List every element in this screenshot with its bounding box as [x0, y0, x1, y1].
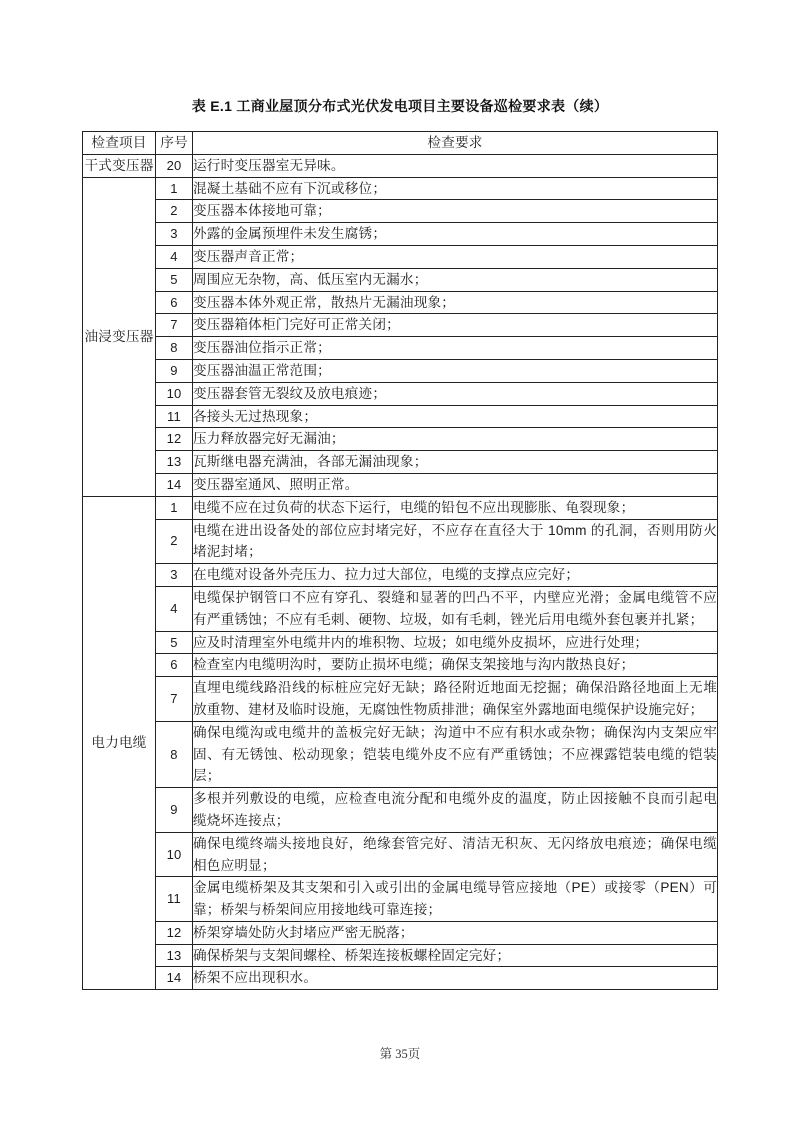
- serial-cell: 1: [156, 177, 193, 200]
- requirement-cell: 确保电缆沟或电缆井的盖板完好无缺；沟道中不应有积水或杂物；确保沟内支架应牢固、有无锈蚀、松动现象；铠装电缆外皮不应有严重锈蚀；不应裸露铠装电缆的铠装层；: [193, 721, 718, 787]
- column-header-item: 检查项目: [83, 132, 156, 155]
- serial-cell: 4: [156, 245, 193, 268]
- table-row: [83, 177, 718, 200]
- serial-cell: 3: [156, 223, 193, 246]
- serial-cell: 5: [156, 631, 193, 654]
- serial-cell: 10: [156, 832, 193, 877]
- serial-cell: 12: [156, 921, 193, 944]
- table-row: [83, 337, 718, 360]
- table-row: [83, 382, 718, 405]
- requirement-cell: 电缆在进出设备处的部位应封堵完好，不应存在直径大于 10mm 的孔洞，否则用防火堵泥封堵；: [193, 519, 718, 564]
- table-row: [83, 721, 718, 787]
- serial-cell: 6: [156, 291, 193, 314]
- serial-cell: 2: [156, 200, 193, 223]
- requirement-cell: 压力释放器完好无漏油；: [193, 428, 718, 451]
- table-row: [83, 832, 718, 877]
- requirement-cell: 变压器室通风、照明正常。: [193, 473, 718, 496]
- table-row: [83, 921, 718, 944]
- table-header-row: [83, 132, 718, 155]
- table-row: [83, 154, 718, 177]
- requirement-cell: 变压器本体接地可靠；: [193, 200, 718, 223]
- table-row: [83, 359, 718, 382]
- requirement-cell: 桥架穿墙处防火封堵应严密无脱落；: [193, 921, 718, 944]
- requirement-cell: 各接头无过热现象；: [193, 405, 718, 428]
- requirement-cell: 多根并列敷设的电缆，应检查电流分配和电缆外皮的温度，防止因接触不良而引起电缆烧坏连接点；: [193, 788, 718, 833]
- requirement-cell: 应及时清理室外电缆井内的堆积物、垃圾；如电缆外皮损坏，应进行处理；: [193, 631, 718, 654]
- serial-cell: 11: [156, 405, 193, 428]
- table-row: [83, 200, 718, 223]
- requirement-cell: 变压器套管无裂纹及放电痕迹；: [193, 382, 718, 405]
- serial-cell: 9: [156, 359, 193, 382]
- serial-cell: 3: [156, 564, 193, 587]
- requirement-cell: 电缆保护钢管口不应有穿孔、裂缝和显著的凹凸不平，内壁应光滑；金属电缆管不应有严重锈蚀；不应有毛刺、硬物、垃圾，如有毛刺，锉光后用电缆外套包裹并扎紧；: [193, 586, 718, 631]
- item-cell: 电力电缆: [83, 496, 156, 990]
- serial-cell: 5: [156, 268, 193, 291]
- table-row: [83, 967, 718, 990]
- requirement-cell: 变压器箱体柜门完好可正常关闭；: [193, 314, 718, 337]
- table-row: [83, 451, 718, 474]
- table-row: [83, 788, 718, 833]
- requirement-cell: 外露的金属预埋件未发生腐锈；: [193, 223, 718, 246]
- table-row: [83, 586, 718, 631]
- requirement-cell: 变压器声音正常；: [193, 245, 718, 268]
- requirement-cell: 检查室内电缆明沟时，要防止损坏电缆；确保支架接地与沟内散热良好；: [193, 654, 718, 677]
- column-header-serial: 序号: [156, 132, 193, 155]
- table-row: [83, 677, 718, 722]
- item-cell: 油浸变压器: [83, 177, 156, 496]
- table-row: [83, 564, 718, 587]
- requirement-cell: 金属电缆桥架及其支架和引入或引出的金属电缆导管应接地（PE）或接零（PEN）可靠；桥架与桥架间应用接地线可靠连接；: [193, 877, 718, 922]
- table-row: [83, 631, 718, 654]
- table-row: [83, 223, 718, 246]
- serial-cell: 12: [156, 428, 193, 451]
- serial-cell: 1: [156, 496, 193, 519]
- table-row: [83, 291, 718, 314]
- serial-cell: 13: [156, 451, 193, 474]
- requirement-cell: 瓦斯继电器充满油，各部无漏油现象；: [193, 451, 718, 474]
- serial-cell: 14: [156, 967, 193, 990]
- serial-cell: 13: [156, 944, 193, 967]
- requirement-cell: 桥架不应出现积水。: [193, 967, 718, 990]
- page-title: 表 E.1 工商业屋顶分布式光伏发电项目主要设备巡检要求表（续）: [191, 98, 609, 114]
- requirement-cell: 变压器本体外观正常，散热片无漏油现象；: [193, 291, 718, 314]
- table-row: [83, 654, 718, 677]
- serial-cell: 9: [156, 788, 193, 833]
- serial-cell: 8: [156, 721, 193, 787]
- requirement-cell: 变压器油温正常范围；: [193, 359, 718, 382]
- table-row: [83, 245, 718, 268]
- table-row: [83, 877, 718, 922]
- page-number: 第 35页: [379, 1047, 421, 1061]
- requirement-cell: 在电缆对设备外壳压力、拉力过大部位，电缆的支撑点应完好；: [193, 564, 718, 587]
- serial-cell: 7: [156, 677, 193, 722]
- requirement-cell: 直埋电缆线路沿线的标桩应完好无缺；路径附近地面无挖掘；确保沿路径地面上无堆放重物、建材及临时设施，无腐蚀性物质排泄；确保室外露地面电缆保护设施完好；: [193, 677, 718, 722]
- serial-cell: 10: [156, 382, 193, 405]
- inspection-table: [82, 131, 718, 990]
- table-row: [83, 314, 718, 337]
- table-row: [83, 944, 718, 967]
- table-row: [83, 473, 718, 496]
- serial-cell: 2: [156, 519, 193, 564]
- serial-cell: 20: [156, 154, 193, 177]
- serial-cell: 14: [156, 473, 193, 496]
- requirement-cell: 电缆不应在过负荷的状态下运行，电缆的铅包不应出现膨胀、龟裂现象；: [193, 496, 718, 519]
- requirement-cell: 周围应无杂物，高、低压室内无漏水；: [193, 268, 718, 291]
- table-row: [83, 496, 718, 519]
- table-row: [83, 268, 718, 291]
- item-cell: 干式变压器: [83, 154, 156, 177]
- serial-cell: 4: [156, 586, 193, 631]
- serial-cell: 8: [156, 337, 193, 360]
- serial-cell: 7: [156, 314, 193, 337]
- table-row: [83, 405, 718, 428]
- column-header-requirement: 检查要求: [193, 132, 718, 155]
- table-row: [83, 428, 718, 451]
- serial-cell: 11: [156, 877, 193, 922]
- table-row: [83, 519, 718, 564]
- requirement-cell: 运行时变压器室无异味。: [193, 154, 718, 177]
- serial-cell: 6: [156, 654, 193, 677]
- requirement-cell: 变压器油位指示正常；: [193, 337, 718, 360]
- requirement-cell: 确保电缆终端头接地良好，绝缘套管完好、清洁无积灰、无闪络放电痕迹；确保电缆相色应明显；: [193, 832, 718, 877]
- requirement-cell: 混凝土基础不应有下沉或移位；: [193, 177, 718, 200]
- requirement-cell: 确保桥架与支架间螺栓、桥架连接板螺栓固定完好；: [193, 944, 718, 967]
